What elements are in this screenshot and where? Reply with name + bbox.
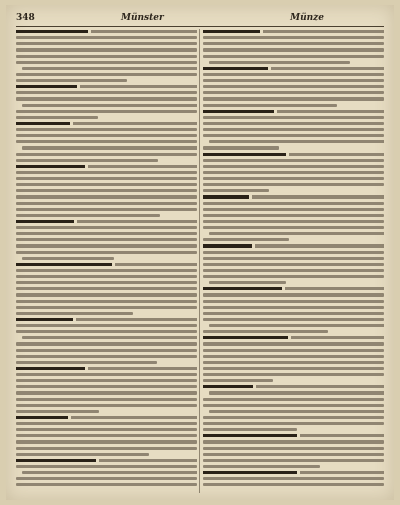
text-line xyxy=(209,410,384,413)
text-line xyxy=(22,257,114,260)
text-line xyxy=(16,416,197,419)
text-line xyxy=(203,226,384,229)
text-line xyxy=(203,355,384,358)
text-line-rest xyxy=(285,287,384,290)
text-line xyxy=(16,410,99,413)
text-line xyxy=(16,110,197,113)
text-line xyxy=(203,73,384,76)
text-line-rest xyxy=(289,153,384,156)
text-line xyxy=(203,134,384,137)
text-line xyxy=(203,379,273,382)
text-line xyxy=(209,391,384,394)
text-line xyxy=(16,404,197,407)
text-line xyxy=(16,361,157,364)
text-line xyxy=(203,42,384,45)
text-line xyxy=(203,122,384,125)
text-line xyxy=(16,61,197,64)
text-line xyxy=(16,318,197,321)
text-line xyxy=(16,165,197,168)
headword-mark xyxy=(203,153,286,156)
text-line xyxy=(203,373,384,376)
text-line xyxy=(16,30,197,33)
text-line xyxy=(203,483,384,486)
headword-mark xyxy=(203,336,288,339)
text-line xyxy=(16,238,197,241)
text-line xyxy=(16,269,197,272)
text-line xyxy=(16,189,197,192)
text-line xyxy=(16,379,197,382)
text-line xyxy=(16,159,158,162)
text-line xyxy=(16,373,197,376)
text-line xyxy=(203,416,384,419)
text-line xyxy=(16,434,197,437)
text-line xyxy=(203,428,297,431)
text-line xyxy=(16,73,197,76)
text-line xyxy=(203,269,384,272)
text-line xyxy=(203,244,384,247)
text-line xyxy=(203,306,384,309)
text-line xyxy=(16,447,197,450)
text-line xyxy=(209,232,384,235)
headword-mark xyxy=(203,110,274,113)
text-line xyxy=(16,422,197,425)
text-line xyxy=(203,97,384,100)
text-line xyxy=(16,97,197,100)
text-line xyxy=(16,342,197,345)
text-line xyxy=(16,251,197,254)
text-line xyxy=(22,336,197,339)
text-line-rest xyxy=(252,195,384,198)
text-line xyxy=(209,61,350,64)
text-line xyxy=(203,459,384,462)
text-line-rest xyxy=(115,263,197,266)
text-line xyxy=(16,195,197,198)
headword-mark xyxy=(16,165,85,168)
text-line xyxy=(16,428,197,431)
text-line xyxy=(203,318,384,321)
text-line xyxy=(16,244,197,247)
text-line xyxy=(203,146,279,149)
text-line-rest xyxy=(76,318,197,321)
headword-mark xyxy=(16,30,88,33)
text-line xyxy=(203,128,384,131)
text-line xyxy=(16,153,197,156)
text-line xyxy=(203,220,384,223)
headword-mark xyxy=(203,67,268,70)
text-line xyxy=(203,398,384,401)
text-line xyxy=(16,355,197,358)
text-line xyxy=(203,300,384,303)
text-line xyxy=(203,447,384,450)
dictionary-page xyxy=(6,5,394,500)
text-line xyxy=(22,146,197,149)
text-line xyxy=(16,287,197,290)
text-line-rest xyxy=(277,110,384,113)
text-line xyxy=(16,385,197,388)
text-line xyxy=(203,91,384,94)
text-line-rest xyxy=(256,385,384,388)
text-line xyxy=(203,361,384,364)
text-line xyxy=(203,116,384,119)
text-line xyxy=(203,342,384,345)
right-running-headword: Münze xyxy=(290,13,324,23)
text-line xyxy=(203,275,384,278)
text-line xyxy=(22,471,197,474)
text-line xyxy=(203,67,384,70)
text-line xyxy=(16,171,197,174)
text-line xyxy=(203,422,384,425)
text-line xyxy=(203,434,384,437)
text-line xyxy=(16,459,197,462)
text-line xyxy=(16,140,197,143)
text-line xyxy=(16,330,197,333)
text-line-rest xyxy=(88,367,197,370)
text-line xyxy=(16,36,197,39)
text-line-rest xyxy=(77,220,197,223)
text-line xyxy=(16,324,197,327)
text-line-rest xyxy=(271,67,384,70)
text-line xyxy=(16,483,197,486)
text-line xyxy=(16,281,197,284)
text-line xyxy=(203,367,384,370)
headword-mark xyxy=(203,287,282,290)
headword-mark xyxy=(16,263,112,266)
text-line xyxy=(16,306,197,309)
text-line xyxy=(203,171,384,174)
text-line xyxy=(203,165,384,168)
text-line-rest xyxy=(300,471,384,474)
text-line-rest xyxy=(80,85,197,88)
headword-mark xyxy=(203,30,260,33)
headword-mark xyxy=(203,434,297,437)
text-line xyxy=(16,122,197,125)
text-line-rest xyxy=(291,336,384,339)
text-line xyxy=(16,312,133,315)
text-line xyxy=(16,391,197,394)
text-line xyxy=(203,471,384,474)
text-line xyxy=(16,214,160,217)
text-line xyxy=(16,367,197,370)
text-line xyxy=(16,134,197,137)
text-line xyxy=(203,55,384,58)
text-line xyxy=(16,79,127,82)
text-line xyxy=(203,30,384,33)
headword-mark xyxy=(203,195,249,198)
text-column-left xyxy=(16,30,197,492)
text-line xyxy=(16,477,197,480)
text-line xyxy=(16,453,149,456)
page-number: 348 xyxy=(16,13,35,23)
text-line xyxy=(203,238,289,241)
text-line-rest xyxy=(91,30,197,33)
text-line xyxy=(16,55,197,58)
text-line xyxy=(203,287,384,290)
text-line xyxy=(16,263,197,266)
text-line xyxy=(16,202,197,205)
text-line xyxy=(16,116,98,119)
text-line xyxy=(16,465,197,468)
headword-mark xyxy=(203,385,253,388)
text-line xyxy=(203,440,384,443)
text-line xyxy=(203,312,384,315)
text-line xyxy=(16,275,197,278)
text-line xyxy=(16,398,197,401)
text-line xyxy=(16,177,197,180)
text-line xyxy=(203,195,384,198)
headword-mark xyxy=(16,85,77,88)
text-line xyxy=(203,85,384,88)
text-line xyxy=(203,36,384,39)
headword-mark xyxy=(16,220,74,223)
text-line xyxy=(203,110,384,113)
text-line xyxy=(16,293,197,296)
text-line xyxy=(203,159,384,162)
text-line xyxy=(16,91,197,94)
text-line xyxy=(203,189,269,192)
text-line xyxy=(203,263,384,266)
text-line-rest xyxy=(263,30,384,33)
column-divider xyxy=(199,29,200,493)
text-line xyxy=(203,336,384,339)
text-line xyxy=(16,48,197,51)
text-line xyxy=(16,128,197,131)
text-column-right xyxy=(203,30,384,492)
headword-mark xyxy=(16,367,85,370)
text-line xyxy=(16,208,197,211)
running-header xyxy=(16,11,384,25)
text-line-rest xyxy=(71,416,197,419)
text-line xyxy=(203,330,328,333)
text-line xyxy=(16,232,197,235)
text-line xyxy=(209,281,286,284)
text-line xyxy=(203,349,384,352)
text-line xyxy=(203,48,384,51)
header-rule xyxy=(16,26,384,27)
text-line xyxy=(22,67,197,70)
text-line xyxy=(203,404,384,407)
headword-mark xyxy=(203,471,297,474)
text-line xyxy=(16,42,197,45)
text-line xyxy=(203,202,384,205)
text-line xyxy=(203,465,320,468)
text-line xyxy=(16,226,197,229)
text-line xyxy=(16,349,197,352)
text-line xyxy=(203,79,384,82)
left-running-headword: Münster xyxy=(121,13,164,23)
headword-mark xyxy=(203,244,252,247)
text-line xyxy=(203,385,384,388)
text-line xyxy=(16,220,197,223)
headword-mark xyxy=(16,459,96,462)
text-line xyxy=(209,324,384,327)
text-line xyxy=(203,104,337,107)
text-line xyxy=(203,214,384,217)
text-line xyxy=(203,477,384,480)
text-line xyxy=(203,293,384,296)
text-line xyxy=(209,140,384,143)
text-line-rest xyxy=(88,165,197,168)
text-line xyxy=(203,257,384,260)
text-line-rest xyxy=(99,459,197,462)
text-line xyxy=(203,453,384,456)
text-line xyxy=(203,208,384,211)
text-line xyxy=(16,440,197,443)
headword-mark xyxy=(16,122,70,125)
headword-mark xyxy=(16,416,68,419)
text-line xyxy=(203,183,384,186)
text-line-rest xyxy=(255,244,384,247)
headword-mark xyxy=(16,318,73,321)
text-line xyxy=(16,300,197,303)
text-line xyxy=(22,104,197,107)
text-line-rest xyxy=(73,122,197,125)
text-line xyxy=(16,183,197,186)
text-line xyxy=(203,177,384,180)
text-line xyxy=(16,85,197,88)
text-line-rest xyxy=(300,434,384,437)
text-line xyxy=(203,153,384,156)
text-line xyxy=(203,251,384,254)
